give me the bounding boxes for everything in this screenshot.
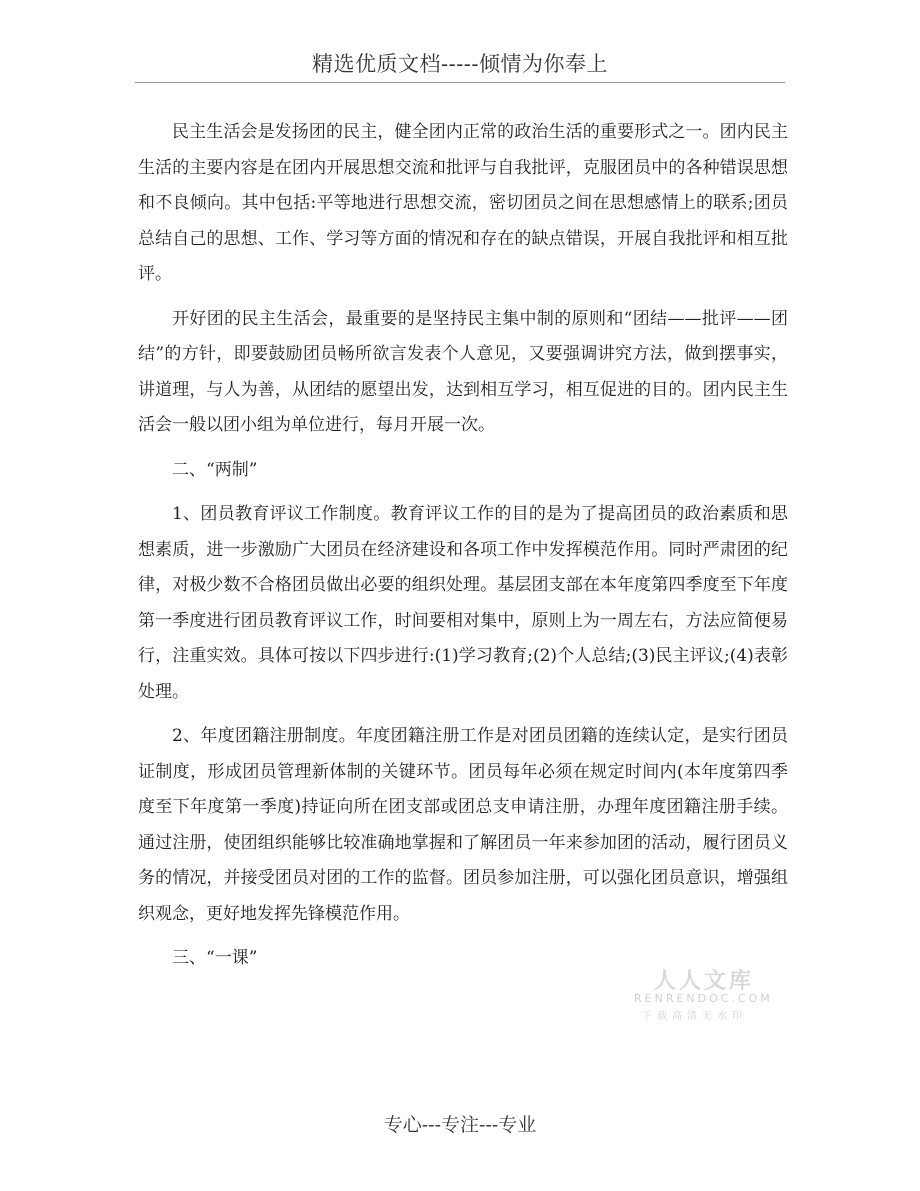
paragraph-democratic-life-principle: 开好团的民主生活会，最重要的是坚持民主集中制的原则和“团结——批评——团结”的方针，即要鼓励团员畅所欲言发表个人意见，又要强调讲究方法，做到摆事实，讲道理，与人为善，从团结的愿望出发，达到相互学习，相互促进的目的。团内民主生活会一般以团小组为单位进行，每月开展一次。 bbox=[138, 308, 788, 435]
page-footer: 专心---专注---专业 bbox=[383, 1114, 537, 1136]
paragraph-evaluation-system: 1、团员教育评议工作制度。教育评议工作的目的是为了提高团员的政治素质和思想素质，进一步激励广大团员在经济建设和各项工作中发挥模范作用。同时严肃团的纪律，对极少数不合格团员做出必要的组织处理。基层团支部在本年度第四季度至下年度第一季度进行团员教育评议工作，时间要相对集中，原则上为一周左右，方法应简便易行，注重实效。具体可按以下四步进行:(1)学习教育;(2)个人总结;(3)民主评议;(4)表彰处理。 bbox=[138, 504, 788, 702]
watermark-site: RENRENDOC.COM bbox=[634, 992, 773, 1005]
document-body bbox=[138, 115, 788, 986]
section-heading-one-lesson: 三、“一课” bbox=[172, 948, 258, 968]
watermark-tagline: 下载高清无水印 bbox=[642, 1011, 747, 1022]
watermark-logo bbox=[632, 964, 782, 1022]
paragraph-democratic-life-intro: 民主生活会是发扬团的民主，健全团内正常的政治生活的重要形式之一。团内民主生活的主要内容是在团内开展思想交流和批评与自我批评，克服团员中的各种错误思想和不良倾向。其中包括:平等地进行思想交流，密切团员之间在思想感情上的联系;团员总结自己的思想、工作、学习等方面的情况和存在的缺点错误，开展自我批评和相互批评。 bbox=[138, 122, 788, 284]
section-heading-two-systems: 二、“两制” bbox=[172, 459, 258, 480]
header-divider bbox=[135, 82, 785, 83]
watermark-title: 人人文库 bbox=[654, 969, 755, 994]
paragraph-registration-system: 2、年度团籍注册制度。年度团籍注册工作是对团员团籍的连续认定，是实行团员证制度，形成团员管理新体制的关键环节。团员每年必须在规定时间内(本年度第四季度至下年度第一季度)持证向所在团支部或团总支申请注册，办理年度团籍注册手续。通过注册，使团组织能够比较准确地掌握和了解团员一年来参加团的活动，履行团员义务的情况，并接受团员对团的工作的监督。团员参加注册，可以强化团员意识，增强组织观念，更好地发挥先锋模范作用。 bbox=[138, 726, 788, 924]
page-header: 精选优质文档-----倾情为你奉上 bbox=[312, 52, 608, 76]
